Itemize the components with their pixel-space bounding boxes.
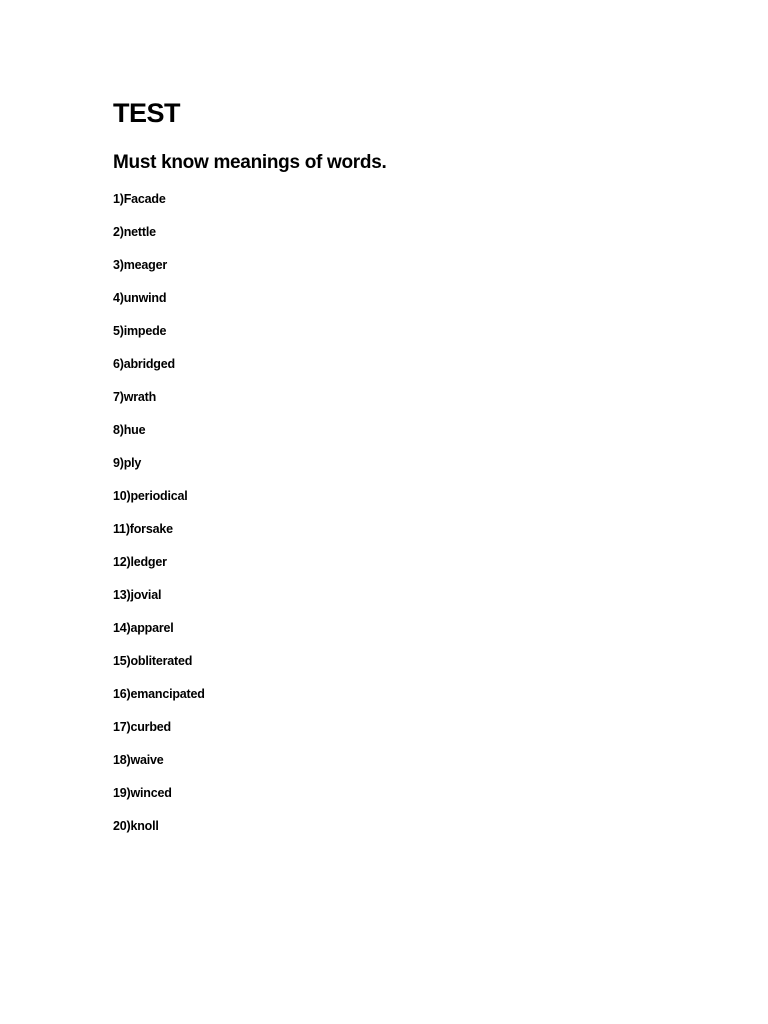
list-item: 7)wrath: [113, 390, 157, 404]
list-item: 13)jovial: [113, 588, 162, 602]
list-item: 2)nettle: [113, 225, 156, 239]
list-item: 11)forsake: [113, 522, 173, 536]
list-item: 6)abridged: [113, 357, 175, 371]
list-item: 9)ply: [113, 456, 142, 470]
list-item: 17)curbed: [113, 720, 171, 734]
list-item: 3)meager: [113, 258, 167, 272]
list-item: 8)hue: [113, 423, 146, 437]
list-item: 19)winced: [113, 786, 172, 800]
word-list: [113, 191, 205, 851]
list-item: 1)Facade: [113, 192, 166, 206]
list-item: 15)obliterated: [113, 654, 193, 668]
page-subtitle: Must know meanings of words.: [113, 152, 387, 173]
list-item: 10)periodical: [113, 489, 188, 503]
list-item: 20)knoll: [113, 819, 159, 833]
list-item: 18)waive: [113, 753, 164, 767]
list-item: 14)apparel: [113, 621, 174, 635]
list-item: 5)impede: [113, 324, 167, 338]
list-item: 4)unwind: [113, 291, 167, 305]
list-item: 12)ledger: [113, 555, 167, 569]
page-title: TEST: [113, 98, 181, 128]
list-item: 16)emancipated: [113, 687, 205, 701]
